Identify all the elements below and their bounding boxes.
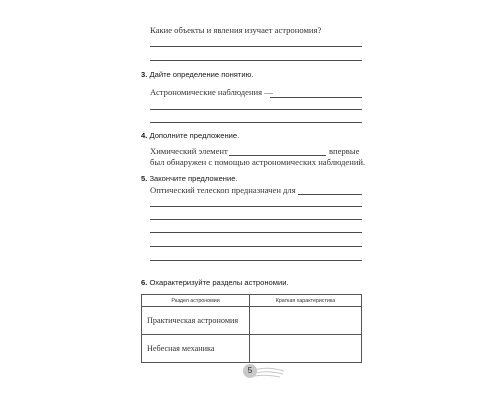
answer-line[interactable] (150, 60, 362, 61)
table-row (142, 307, 362, 335)
table-header-section: Раздел астрономии (142, 295, 250, 307)
task-4-text-line2: был обнаружен с помощью астрономических наблюдений. (150, 157, 366, 167)
intro-question: Какие объекты и явления изучает астрономия? (150, 25, 322, 35)
task-3-text: Астрономические наблюдения — (150, 87, 273, 97)
table-header-description: Краткая характеристика (250, 295, 362, 307)
answer-line[interactable] (150, 246, 362, 247)
swoosh-decoration-icon (252, 364, 286, 380)
answer-blank[interactable] (229, 155, 326, 156)
page-number-badge: 5 (243, 364, 257, 378)
task-4-heading (141, 131, 239, 140)
task-5-prompt: Закончите предложение. (149, 174, 238, 183)
table-cell-answer[interactable] (250, 307, 362, 335)
answer-line[interactable] (150, 260, 362, 261)
astronomy-sections-table (141, 294, 362, 363)
task-5-heading (141, 174, 238, 183)
task-6-prompt: Охарактеризуйте разделы астрономии. (149, 278, 289, 287)
task-6-number: 6. (141, 278, 148, 287)
task-4-number: 4. (141, 131, 148, 140)
task-6-heading (141, 278, 289, 287)
table-header-row (142, 295, 362, 307)
task-4-text-before: Химический элемент (150, 146, 228, 156)
answer-line[interactable] (150, 232, 362, 233)
task-3-prompt: Дайте определение понятию. (149, 70, 254, 79)
answer-line[interactable] (270, 97, 362, 98)
task-4-text-after: впервые (329, 146, 360, 156)
table-cell-section: Практическая астрономия (142, 307, 250, 335)
answer-line[interactable] (150, 206, 362, 207)
answer-line[interactable] (150, 46, 362, 47)
table-cell-answer[interactable] (250, 335, 362, 363)
table-row (142, 335, 362, 363)
task-5-number: 5. (141, 174, 148, 183)
task-4-prompt: Дополните предложение. (149, 131, 240, 140)
answer-line[interactable] (150, 219, 362, 220)
answer-line[interactable] (150, 122, 362, 123)
table-cell-section: Небесная механика (142, 335, 250, 363)
task-3-number: 3. (141, 70, 148, 79)
task-5-text: Оптический телескоп предназначен для (150, 185, 296, 195)
answer-line[interactable] (298, 194, 362, 195)
task-3-heading (141, 70, 253, 79)
answer-line[interactable] (150, 109, 362, 110)
